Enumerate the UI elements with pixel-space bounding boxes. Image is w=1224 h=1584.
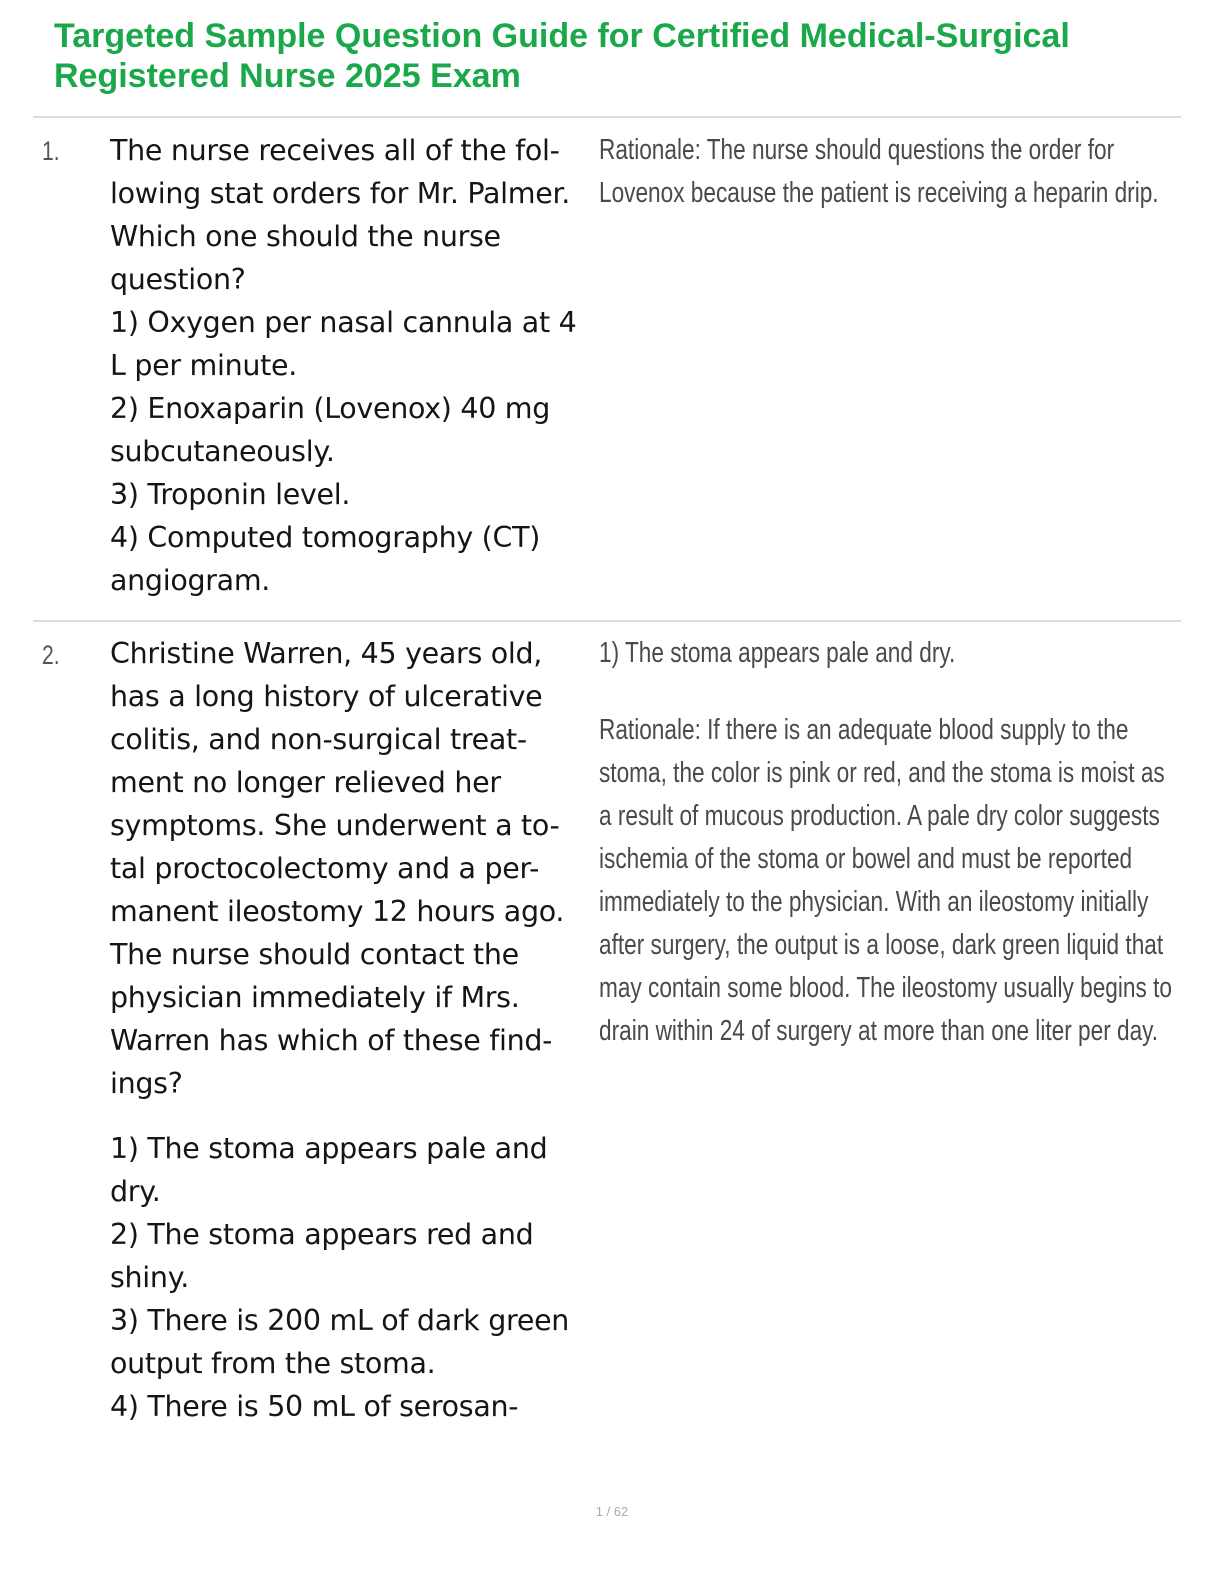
rationale-line: drain within 24 of surgery at more than one liter per day. xyxy=(599,1015,1159,1047)
question-line: has a long history of ulcerative xyxy=(110,680,543,713)
page-number: 1 / 62 xyxy=(595,1504,629,1519)
page-title-line-2: Registered Nurse 2025 Exam xyxy=(54,57,521,95)
divider xyxy=(33,620,1181,622)
option-line: shiny. xyxy=(110,1261,189,1294)
rationale-line: may contain some blood. The ileostomy usually begins to xyxy=(599,972,1172,1004)
question-line: Warren has which of these find- xyxy=(110,1024,553,1057)
option-line: output from the stoma. xyxy=(110,1347,436,1380)
option-line: 2) Enoxaparin (Lovenox) 40 mg xyxy=(110,392,551,425)
option-line: 4) Computed tomography (CT) xyxy=(110,521,541,554)
question-line: question? xyxy=(110,263,246,296)
divider xyxy=(33,116,1181,118)
rationale xyxy=(599,632,1172,1053)
question-line: manent ileostomy 12 hours ago. xyxy=(110,895,565,928)
rationale-line: immediately to the physician. With an ileostomy initially xyxy=(599,886,1149,918)
rationale-line: Rationale: The nurse should questions the order for xyxy=(599,134,1115,166)
question-line: tal proctocolectomy and a per- xyxy=(110,852,540,885)
question-line: physician immediately if Mrs. xyxy=(110,981,520,1014)
question-line: The nurse receives all of the fol- xyxy=(110,134,560,167)
rationale-line: a result of mucous production. A pale dry color suggests xyxy=(599,800,1160,832)
option-line: 1) Oxygen per nasal cannula at 4 xyxy=(110,306,577,339)
question-text xyxy=(110,632,600,1428)
option-line: angiogram. xyxy=(110,564,271,597)
question-line: ings? xyxy=(110,1067,183,1100)
option-line: 3) Troponin level. xyxy=(110,478,351,511)
question-number: 1. xyxy=(42,136,60,166)
page-title xyxy=(54,16,1174,96)
question-line: The nurse should contact the xyxy=(110,938,519,971)
rationale-line: Lovenox because the patient is receiving a heparin drip. xyxy=(599,177,1159,209)
option-line: 2) The stoma appears red and xyxy=(110,1218,534,1251)
question-line: ment no longer relieved her xyxy=(110,766,501,799)
rationale xyxy=(599,129,1161,215)
rationale-line: stoma, the color is pink or red, and the stoma is moist as xyxy=(599,757,1165,789)
question-line: colitis, and non-surgical treat- xyxy=(110,723,527,756)
question-line: Christine Warren, 45 years old, xyxy=(110,637,543,670)
question-line: symptoms. She underwent a to- xyxy=(110,809,560,842)
spacer xyxy=(110,1105,600,1127)
page-title-line-1: Targeted Sample Question Guide for Certified Medical-Surgical xyxy=(54,17,1070,55)
question-line: lowing stat orders for Mr. Palmer. xyxy=(110,177,571,210)
rationale-line: after surgery, the output is a loose, dark green liquid that xyxy=(599,929,1164,961)
question-number: 2. xyxy=(42,640,60,670)
question-text xyxy=(110,129,600,602)
option-line: 1) The stoma appears pale and xyxy=(110,1132,548,1165)
rationale-line: Rationale: If there is an adequate blood supply to the xyxy=(599,714,1129,746)
option-line: L per minute. xyxy=(110,349,298,382)
spacer xyxy=(599,675,1161,709)
option-line: 3) There is 200 mL of dark green xyxy=(110,1304,570,1337)
option-line: 4) There is 50 mL of serosan- xyxy=(110,1390,519,1423)
rationale-line: ischemia of the stoma or bowel and must be reported xyxy=(599,843,1133,875)
option-line: dry. xyxy=(110,1175,161,1208)
option-line: subcutaneously. xyxy=(110,435,335,468)
answer-choice: 1) The stoma appears pale and dry. xyxy=(599,637,956,669)
question-line: Which one should the nurse xyxy=(110,220,501,253)
